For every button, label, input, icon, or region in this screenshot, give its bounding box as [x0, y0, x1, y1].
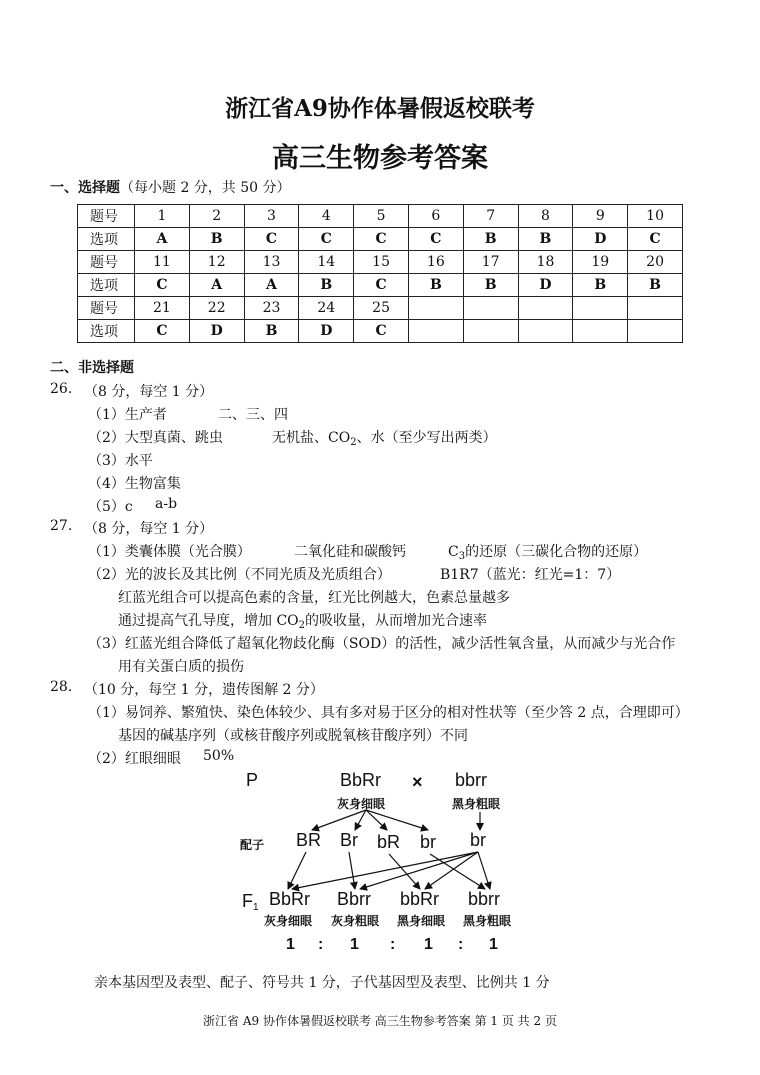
answer-table-cell: 6: [408, 205, 463, 228]
diagram-parent1: BbRr: [340, 770, 382, 790]
arrow-BR-BbRr: [288, 852, 306, 889]
answer-table-cell: A: [135, 228, 190, 251]
answer-table-cell: 25: [354, 297, 409, 320]
answer-table-cell: B: [244, 320, 299, 343]
page-footer: 浙江省 A9 协作体暑假返校联考 高三生物参考答案 第 1 页 共 2 页: [203, 1014, 557, 1028]
answer-table-cell: C: [244, 228, 299, 251]
answer-table-cell: 18: [518, 251, 573, 274]
q26-answer-4: （4）生物富集: [88, 476, 181, 492]
q27-answer-2: （2）光的波长及其比例（不同光质及光质组合）: [88, 567, 391, 583]
answer-table-cell: 24: [299, 297, 354, 320]
diagram-offspring-2: Bbrr: [337, 889, 372, 909]
answer-table-cell: C: [354, 274, 409, 297]
answer-table-cell: A: [244, 274, 299, 297]
answer-table-row-label: 题号: [78, 297, 135, 320]
ratio-separator-2: :: [390, 936, 396, 953]
answer-table-row-label: 选项: [78, 274, 135, 297]
arrow-p2br-bbrr: [478, 852, 490, 889]
answer-table-cell: 9: [573, 205, 628, 228]
diagram-offspring-phenotype-4: 黑身粗眼: [463, 914, 512, 928]
q27-answer-2b: B1R7（蓝光：红光=1：7）: [440, 567, 621, 583]
answer-table-cell: B: [518, 228, 573, 251]
answer-table-cell: 13: [244, 251, 299, 274]
ratio-value-1: 1: [286, 936, 295, 953]
answer-table-cell: C: [299, 228, 354, 251]
diagram-parent2-phenotype: 黑身粗眼: [452, 797, 501, 811]
answer-table-cell: A: [189, 274, 244, 297]
answer-table-cell: 14: [299, 251, 354, 274]
answer-table-cell: 3: [244, 205, 299, 228]
ratio-value-2: 1: [350, 936, 359, 953]
arrow-br-bbrr: [430, 854, 485, 889]
answer-table-cell: D: [189, 320, 244, 343]
answer-table-cell: C: [135, 320, 190, 343]
q28-answer-1: （1）易饲养、繁殖快、染色体较少、具有多对易于区分的相对性状等（至少答 2 点，合理即可）: [88, 705, 689, 721]
diagram-offspring-1: BbRr: [269, 889, 311, 909]
diagram-cross-symbol: ×: [412, 772, 423, 792]
answer-table-cell: 11: [135, 251, 190, 274]
answer-table-cell: 2: [189, 205, 244, 228]
q26-answer-1: （1）生产者: [88, 407, 167, 423]
diagram-offspring-3: bbRr: [400, 889, 440, 909]
diagram-p-label: P: [246, 770, 259, 790]
diagram-gamete-3: bR: [377, 832, 401, 852]
answer-table-cell: D: [573, 228, 628, 251]
answer-table-cell: B: [463, 274, 518, 297]
answer-table-cell: C: [135, 274, 190, 297]
answer-table-cell: B: [463, 228, 518, 251]
ratio-separator-1: :: [318, 936, 324, 953]
answer-table-cell: 17: [463, 251, 518, 274]
answer-table-cell: B: [408, 274, 463, 297]
arrow-parent1-br: [366, 810, 428, 830]
diagram-parent2: bbrr: [455, 770, 488, 790]
answer-table-cell: 23: [244, 297, 299, 320]
ratio-value-3: 1: [424, 936, 433, 953]
q27-answer-2c: 红蓝光组合可以提高色素的含量，红光比例越大，色素总量越多: [118, 590, 510, 606]
answer-table-cell: 22: [189, 297, 244, 320]
q26-answer-3: （3）水平: [88, 453, 153, 469]
answer-table-cell: 5: [354, 205, 409, 228]
answer-table-cell: 12: [189, 251, 244, 274]
arrow-Br-Bbrr: [349, 852, 355, 889]
answer-table-cell: 4: [299, 205, 354, 228]
diagram-gamete-1: BR: [296, 830, 322, 850]
q27-answer-1: （1）类囊体膜（光合膜）: [88, 544, 251, 560]
answer-table-row-label: 题号: [78, 205, 135, 228]
answer-table-cell: B: [628, 274, 683, 297]
diagram-scoring-note: 亲本基因型及表型、配子、符号共 1 分，子代基因型及表型、比例共 1 分: [94, 975, 550, 991]
diagram-f1-label: $F_1$: [242, 891, 259, 913]
q27-answer-1c: $C_3$的还原（三碳化合物的还原）: [448, 544, 648, 562]
answer-table-cell: 16: [408, 251, 463, 274]
answer-table-cell: 7: [463, 205, 518, 228]
q27-answer-2d: 通过提高气孔导度，增加 $CO_2$的吸收量，从而增加光合速率: [118, 613, 488, 631]
ratio-separator-3: :: [458, 936, 464, 953]
diagram-offspring-phenotype-2: 灰身粗眼: [331, 914, 380, 928]
answer-table-row-label: 选项: [78, 228, 135, 251]
q26-answer-5: （5）c: [88, 499, 133, 515]
arrow-p2br-BbRr: [292, 852, 478, 889]
diagram-gamete-label: 配子: [240, 838, 265, 852]
diagram-offspring-phenotype-3: 黑身细眼: [397, 914, 446, 928]
diagram-parent1-phenotype: 灰身细眼: [337, 797, 386, 811]
q26-answer-1b: 二、三、四: [218, 407, 288, 423]
q28-answer-1b: 基因的碱基序列（或核苷酸序列或脱氧核苷酸序列）不同: [118, 728, 468, 744]
q28-score: （10 分，每空 1 分，遗传图解 2 分）: [84, 682, 324, 698]
answer-table-cell: 15: [354, 251, 409, 274]
answer-table-cell: B: [299, 274, 354, 297]
q26-answer-5b: a-b: [155, 496, 178, 512]
arrow-parent1-BR: [312, 810, 366, 830]
doc-title: 浙江省A9协作体暑假返校联考: [225, 95, 535, 122]
answer-table-cell: C: [408, 228, 463, 251]
ratio-value-4: 1: [489, 936, 498, 953]
q26-score: （8 分，每空 1 分）: [84, 384, 214, 400]
diagram-gamete-parent2: br: [470, 830, 487, 850]
answer-table-cell: C: [628, 228, 683, 251]
diagram-gamete-2: Br: [340, 830, 358, 850]
q27-score: （8 分，每空 1 分）: [84, 521, 214, 537]
arrow-p2br-Bbrr: [360, 852, 478, 889]
answer-table-cell: 19: [573, 251, 628, 274]
answer-table-cell: C: [354, 228, 409, 251]
q28-number: 28.: [50, 679, 73, 695]
answer-table-cell: D: [518, 274, 573, 297]
answer-table-cell: 1: [135, 205, 190, 228]
part1-heading: 一、选择题（每小题 2 分，共 50 分）: [50, 180, 291, 196]
q26-number: 26.: [50, 381, 73, 397]
answer-table-cell: B: [189, 228, 244, 251]
answer-table-cell: D: [299, 320, 354, 343]
q27-answer-3: （3）红蓝光组合降低了超氧化物歧化酶（SOD）的活性，减少活性氧含量，从而减少与光合作: [88, 636, 676, 652]
q27-answer-3b: 用有关蛋白质的损伤: [118, 659, 244, 675]
q26-answer-2: （2）大型真菌、跳虫: [88, 430, 223, 446]
answer-table-cell: B: [573, 274, 628, 297]
answer-table-row-label: 选项: [78, 320, 135, 343]
part2-heading: 二、非选择题: [50, 360, 134, 376]
answer-table-cell: 10: [628, 205, 683, 228]
q27-number: 27.: [50, 518, 73, 534]
answer-table-cell: 8: [518, 205, 573, 228]
answer-table-cell: 20: [628, 251, 683, 274]
answer-table-cell: C: [354, 320, 409, 343]
diagram-offspring-phenotype-1: 灰身细眼: [264, 914, 313, 928]
q27-answer-1b: 二氧化硅和碳酸钙: [294, 544, 406, 560]
answer-table-row-label: 题号: [78, 251, 135, 274]
diagram-offspring-4: bbrr: [468, 889, 501, 909]
q26-answer-2b: 无机盐、$CO_2$、水（至少写出两类）: [272, 430, 497, 448]
doc-subtitle: 高三生物参考答案: [272, 143, 488, 174]
q28-answer-2: （2）红眼细眼: [88, 751, 181, 767]
diagram-gamete-4: br: [420, 832, 437, 852]
answer-table-cell: 21: [135, 297, 190, 320]
q28-answer-2b: 50%: [203, 748, 235, 764]
